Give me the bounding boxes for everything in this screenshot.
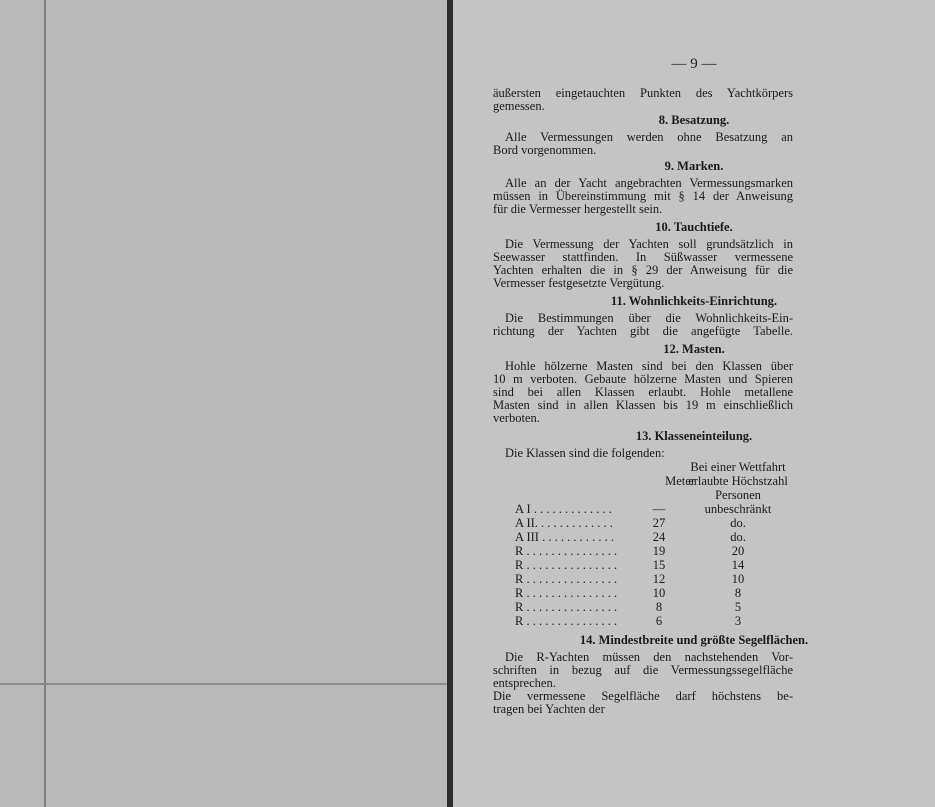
body-line: tragen bei Yachten der (493, 702, 605, 716)
persons-cell: do. (730, 516, 746, 530)
body-line: müssen in Übereinstimmung mit § 14 der Anweisung (493, 189, 793, 203)
page-edge-line (44, 0, 46, 807)
meter-cell: 27 (652, 516, 666, 530)
body-line: Yachten erhalten die in § 29 der Anweisung für die (493, 263, 793, 277)
body-line: äußersten eingetauchten Punkten des Yachtkörpers (493, 86, 793, 100)
section-heading: 10. Tauchtiefe. (655, 220, 733, 234)
body-line: Masten sind in allen Klassen bis 19 m einschließlich (493, 398, 793, 412)
body-line: richtung der Yachten gibt die angefügte Tabelle. (493, 324, 793, 338)
class-cell: A III . . . . . . . . . . . . (515, 530, 614, 544)
section-heading: 9. Marken. (664, 159, 724, 173)
text-page (453, 0, 935, 807)
body-line: schriften in bezug auf die Vermessungssegelfläche (493, 663, 793, 677)
class-cell: R . . . . . . . . . . . . . . . (515, 600, 618, 614)
class-cell: A II. . . . . . . . . . . . . (515, 516, 613, 530)
meter-cell: 19 (652, 544, 666, 558)
class-cell: R . . . . . . . . . . . . . . . (515, 544, 618, 558)
body-line: Die R-Yachten müssen den nachstehenden Vor- (505, 650, 793, 664)
class-cell: A I . . . . . . . . . . . . . (515, 502, 612, 516)
body-line: Die Klassen sind die folgenden: (505, 446, 665, 460)
table-header: Bei einer Wettfahrt (690, 460, 786, 474)
class-cell: R . . . . . . . . . . . . . . . (515, 572, 618, 586)
class-cell: R . . . . . . . . . . . . . . . (515, 614, 618, 628)
body-line: Bord vorgenommen. (493, 143, 597, 157)
body-line: verboten. (493, 411, 540, 425)
section-heading: 14. Mindestbreite und größte Segelflächen. (579, 633, 809, 647)
class-cell: R . . . . . . . . . . . . . . . (515, 586, 618, 600)
body-line: Seewasser stattfinden. In Süßwasser vermessene (493, 250, 793, 264)
body-line: für die Vermesser hergestellt sein. (493, 202, 663, 216)
persons-cell: 20 (731, 544, 745, 558)
blank-left-page (0, 0, 447, 807)
section-heading: 13. Klasseneinteilung. (635, 429, 753, 443)
table-header-meter: Meter (665, 474, 695, 488)
page-edge-line (0, 683, 447, 685)
meter-cell: 10 (652, 586, 666, 600)
body-line: 10 m verboten. Gebaute hölzerne Masten und Spieren (493, 372, 793, 386)
body-line: sind bei allen Klassen erlaubt. Hohle metallene (493, 385, 793, 399)
body-line: Alle an der Yacht angebrachten Vermessungsmarken (505, 176, 793, 190)
body-line: Die Vermessung der Yachten soll grundsätzlich in (505, 237, 793, 251)
table-header: Personen (715, 488, 761, 502)
meter-cell: 15 (652, 558, 666, 572)
section-heading: 12. Masten. (663, 342, 725, 356)
section-heading: 8. Besatzung. (658, 113, 730, 127)
body-line: Die Bestimmungen über die Wohnlichkeits-Ein- (505, 311, 793, 325)
persons-cell: 10 (731, 572, 745, 586)
persons-cell: 14 (731, 558, 745, 572)
meter-cell: 24 (652, 530, 666, 544)
meter-cell: — (652, 502, 666, 516)
meter-cell: 12 (652, 572, 666, 586)
body-line: gemessen. (493, 99, 545, 113)
table-header: erlaubte Höchstzahl (688, 474, 788, 488)
meter-cell: 6 (655, 614, 663, 628)
section-heading: 11. Wohnlichkeits-Einrichtung. (610, 294, 778, 308)
persons-cell: unbeschränkt (704, 502, 772, 516)
class-cell: R . . . . . . . . . . . . . . . (515, 558, 618, 572)
persons-cell: do. (730, 530, 746, 544)
body-line: Die vermessene Segelfläche darf höchstens be- (493, 689, 793, 703)
body-line: Hohle hölzerne Masten sind bei den Klassen über (505, 359, 793, 373)
persons-cell: 3 (734, 614, 742, 628)
persons-cell: 5 (734, 600, 742, 614)
body-line: entsprechen. (493, 676, 556, 690)
body-line: Vermesser festgesetzte Vergütung. (493, 276, 665, 290)
persons-cell: 8 (734, 586, 742, 600)
page-number: — 9 — (671, 56, 717, 72)
meter-cell: 8 (655, 600, 663, 614)
body-line: Alle Vermessungen werden ohne Besatzung an (505, 130, 793, 144)
